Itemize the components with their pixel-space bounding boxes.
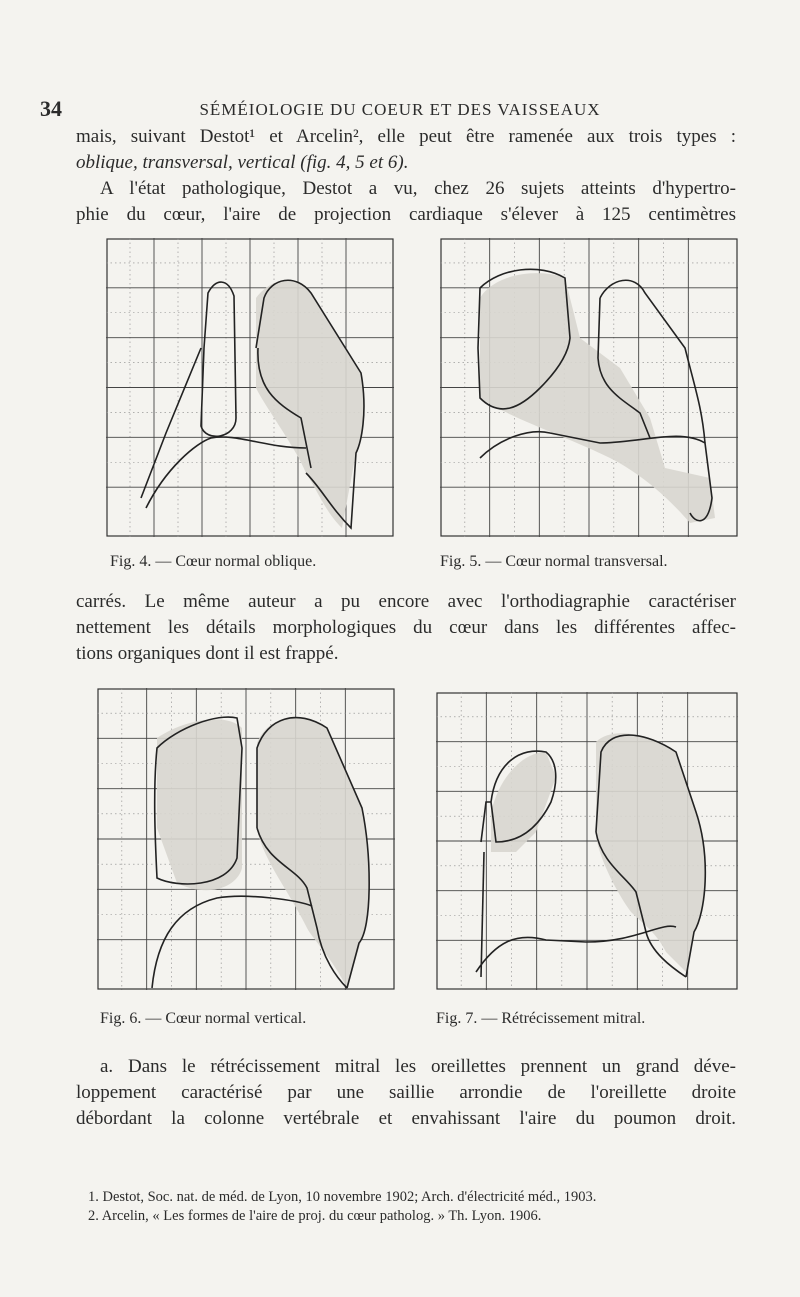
page-number: 34 [40,96,62,121]
running-title: SÉMÉIOLOGIE DU COEUR ET DES VAISSEAUX [199,100,601,119]
text-line: A l'état pathologique, Destot a vu, chez 26 sujets atteints d'hypertro- [100,178,736,199]
figure-5-diagram [440,238,738,537]
figure-6-diagram [97,688,395,990]
footnote-2: 2. Arcelin, « Les formes de l'aire de proj. du cœur patholog. » Th. Lyon. 1906. [88,1208,542,1224]
text-line: débordant la colonne vertébrale et envahissant l'aire du poumon droit. [76,1108,736,1129]
footnotes [76,1188,736,1226]
figure-7-mitral-stenosis [436,692,738,990]
paragraph-2 [76,589,736,667]
paragraph-1 [76,124,736,228]
text-line: loppement caractérisé par une saillie arrondie de l'oreillette droite [76,1082,736,1103]
text-line: a. Dans le rétrécissement mitral les oreillettes prennent un grand déve- [100,1056,736,1077]
text-line: oblique, transversal, vertical (fig. 4, 5 et 6). [76,152,409,173]
paragraph-3 [76,1054,736,1132]
footnote-1: 1. Destot, Soc. nat. de méd. de Lyon, 10 novembre 1902; Arch. d'électricité méd., 1903. [88,1189,597,1205]
figure-4-caption: Fig. 4. — Cœur normal oblique. [110,553,317,570]
figure-7-diagram [436,692,738,990]
figure-4-diagram [106,238,394,537]
figure-4-oblique-heart [106,238,394,537]
running-header [0,96,800,126]
figure-5-transversal-heart [440,238,738,537]
figure-5-caption: Fig. 5. — Cœur normal transversal. [440,553,668,570]
figure-7-caption: Fig. 7. — Rétrécissement mitral. [436,1010,646,1027]
text-line: mais, suivant Destot¹ et Arcelin², elle peut être ramenée aux trois types : [76,126,736,147]
figure-6-caption: Fig. 6. — Cœur normal vertical. [100,1010,307,1027]
text-line: carrés. Le même auteur a pu encore avec l'orthodiagraphie caractériser [76,591,736,612]
text-line: phie du cœur, l'aire de projection cardiaque s'élever à 125 centimètres [76,204,736,225]
figure-6-vertical-heart [97,688,395,990]
text-line: nettement les détails morphologiques du cœur dans les différentes affec- [76,617,736,638]
text-line: tions organiques dont il est frappé. [76,643,339,664]
